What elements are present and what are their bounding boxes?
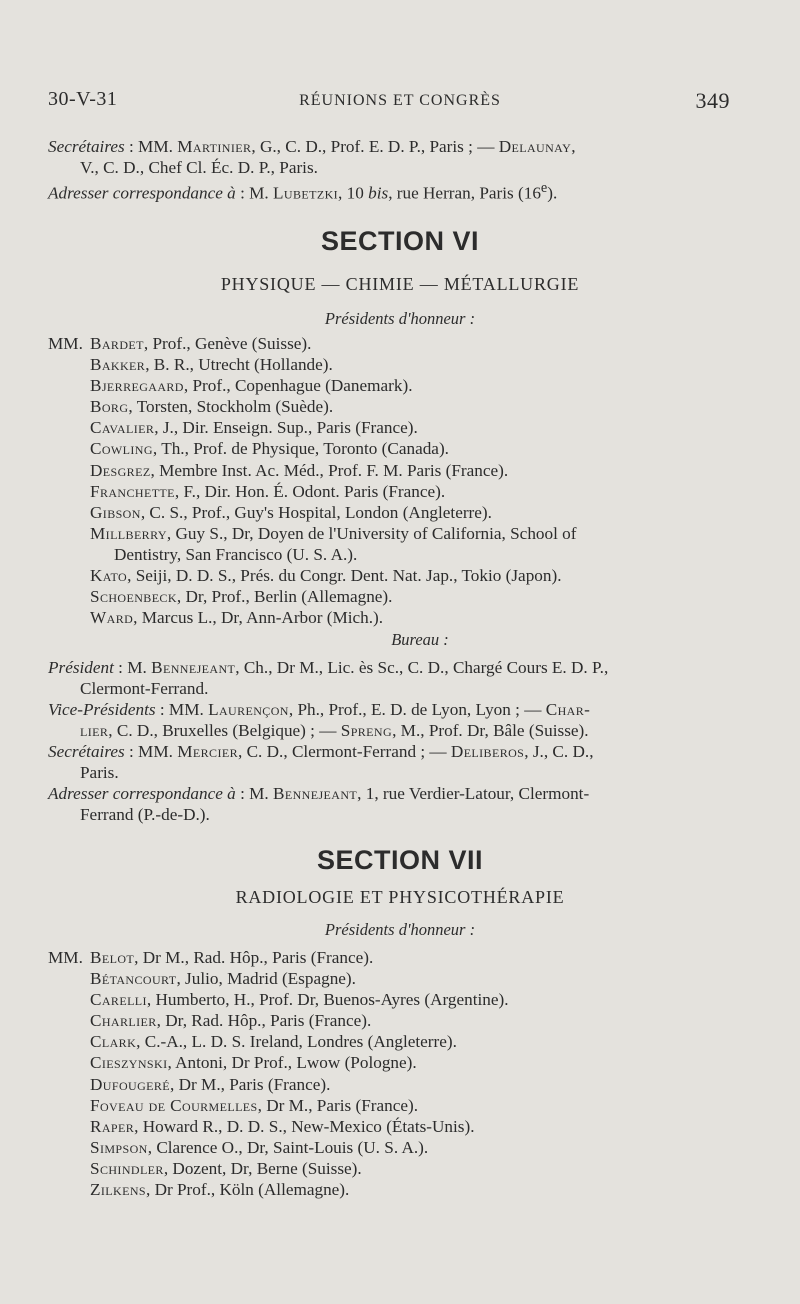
member-details: , Dr M., Rad. Hôp., Paris (France). <box>134 948 374 967</box>
section-7-members <box>48 947 748 1200</box>
member-details: , Dozent, Dr, Berne (Suisse). <box>163 1158 362 1178</box>
bureau-heading: Bureau : <box>391 630 449 649</box>
member-entry <box>48 375 748 396</box>
member-entry <box>48 1010 748 1031</box>
mm-prefix <box>48 460 90 481</box>
member-entry <box>48 481 748 502</box>
member-name: Bakker <box>90 355 146 375</box>
mm-prefix <box>48 1116 90 1137</box>
mm-prefix <box>48 1158 90 1179</box>
member-name: Clark <box>90 1032 137 1052</box>
member-entry <box>48 1074 748 1095</box>
member-details: , J., Dir. Enseign. Sup., Paris (France). <box>154 418 418 438</box>
member-details: , B. R., Utrecht (Hollande). <box>145 355 333 375</box>
section-6-members <box>48 333 748 628</box>
member-name: Bjerregaard <box>90 376 184 396</box>
section-6-title: SECTION VI <box>320 226 480 256</box>
mm-prefix <box>48 989 90 1010</box>
top-secretaires: Secrétaires : MM. Martinier, G., C. D., Prof. E. D. P., Paris ; — Delaunay, V., C. D., Chef Cl. Éc. D. P., Paris. <box>48 137 576 177</box>
member-entry <box>48 438 748 459</box>
member-details: , Clarence O., Dr, Saint-Louis (U. S. A.). <box>147 1137 429 1157</box>
member-entry <box>48 1179 748 1200</box>
member-entry <box>48 502 748 523</box>
member-entry <box>48 1137 748 1158</box>
mm-prefix <box>48 1031 90 1052</box>
mm-prefix <box>48 1010 90 1031</box>
member-name: Cieszynski <box>90 1053 168 1073</box>
mm-prefix <box>48 1052 90 1073</box>
member-entry <box>48 1116 748 1137</box>
section-7-title: SECTION VII <box>316 845 484 875</box>
bureau-president: Président : M. Bennejeant, Ch., Dr M., Lic. ès Sc., C. D., Chargé Cours E. D. P., Clermont-Ferrand. <box>48 658 609 698</box>
member-name: Simpson <box>90 1137 148 1157</box>
member-name: Franchette <box>90 481 175 501</box>
member-details: , F., Dir. Hon. É. Odont. Paris (France). <box>174 481 446 501</box>
section-6-presidents-heading: Présidents d'honneur : <box>324 309 476 328</box>
member-details: , C.-A., L. D. S. Ireland, Londres (Angleterre). <box>136 1032 457 1052</box>
member-name: Gibson <box>90 502 141 522</box>
member-name: Foveau de Courmelles <box>90 1095 258 1115</box>
mm-prefix <box>48 565 90 586</box>
member-entry <box>48 417 748 438</box>
mm-prefix <box>48 438 90 459</box>
mm-prefix <box>48 417 90 438</box>
member-entry <box>48 968 748 989</box>
member-entry <box>48 1052 748 1073</box>
mm-prefix: MM. <box>48 948 83 967</box>
member-entry <box>48 333 748 354</box>
header-date: 30-V-31 <box>48 88 118 110</box>
member-details: , Humberto, H., Prof. Dr, Buenos-Ayres (Argentine). <box>146 990 509 1010</box>
member-details: , Seiji, D. D. S., Prés. du Congr. Dent. Nat. Jap., Tokio (Japon). <box>127 566 562 586</box>
member-name: Schoenbeck <box>90 587 177 607</box>
member-entry <box>48 354 748 375</box>
member-entry <box>48 586 748 607</box>
member-details: , Dr M., Paris (France). <box>257 1095 418 1115</box>
member-name: Borg <box>90 397 129 417</box>
member-entry <box>48 1095 748 1116</box>
member-entry <box>48 1158 748 1179</box>
member-name: Kato <box>90 566 128 586</box>
member-details: , Th., Prof. de Physique, Toronto (Canada). <box>152 439 449 459</box>
mm-prefix <box>48 354 90 375</box>
member-name: Schindler <box>90 1158 164 1178</box>
mm-prefix <box>48 1095 90 1116</box>
top-adresser: Adresser correspondance à : M. Lubetzki, 10 bis, rue Herran, Paris (16e). <box>48 180 558 203</box>
mm-prefix <box>48 523 90 565</box>
page-number: 349 <box>695 88 730 113</box>
member-entry <box>48 1031 748 1052</box>
member-name: Bardet <box>90 334 144 353</box>
mm-prefix <box>48 1074 90 1095</box>
member-entry <box>48 565 748 586</box>
member-details: , Dr Prof., Köln (Allemagne). <box>145 1180 350 1200</box>
member-entry <box>48 947 748 968</box>
member-details: , Prof., Genève (Suisse). <box>143 334 312 353</box>
mm-prefix <box>48 396 90 417</box>
member-name: Dufougeré <box>90 1074 171 1094</box>
member-name: Cavalier <box>90 418 155 438</box>
member-details: , Dr, Rad. Hôp., Paris (France). <box>156 1011 372 1031</box>
member-name: Carelli <box>90 990 147 1010</box>
member-details-continued: Dentistry, San Francisco (U. S. A.). <box>114 544 358 564</box>
mm-prefix <box>48 481 90 502</box>
member-details: , Howard R., D. D. S., New-Mexico (États-Unis). <box>134 1116 475 1136</box>
member-entry <box>48 989 748 1010</box>
member-name: Cowling <box>90 439 153 459</box>
mm-prefix <box>48 968 90 989</box>
section-6-subtitle: PHYSIQUE — CHIMIE — MÉTALLURGIE <box>220 274 580 294</box>
member-entry <box>48 460 748 481</box>
member-name: Desgrez <box>90 460 151 480</box>
member-details: , Guy S., Dr, Doyen de l'University of California, School of <box>166 523 577 543</box>
bureau-adresser: Adresser correspondance à : M. Bennejeant, 1, rue Verdier-Latour, Clermont- Ferrand (P.-de-D.). <box>48 784 590 824</box>
member-details: , Julio, Madrid (Espagne). <box>176 969 356 989</box>
member-details: , Torsten, Stockholm (Suède). <box>128 397 334 417</box>
mm-prefix <box>48 1179 90 1200</box>
member-details: , Antoni, Dr Prof., Lwow (Pologne). <box>167 1053 417 1073</box>
mm-prefix: MM. <box>48 334 83 353</box>
member-details: , C. S., Prof., Guy's Hospital, London (Angleterre). <box>140 502 492 522</box>
member-name: Millberry <box>90 523 167 543</box>
mm-prefix <box>48 375 90 396</box>
member-name: Zilkens <box>90 1180 146 1200</box>
member-details: , Prof., Copenhague (Danemark). <box>183 376 413 396</box>
member-name: Raper <box>90 1116 135 1136</box>
section-7-subtitle: RADIOLOGIE ET PHYSICOTHÉRAPIE <box>235 887 565 907</box>
member-details: , Membre Inst. Ac. Méd., Prof. F. M. Paris (France). <box>150 460 509 480</box>
member-details: , Marcus L., Dr, Ann-Arbor (Mich.). <box>133 608 384 628</box>
member-entry <box>48 396 748 417</box>
member-name: Ward <box>90 608 134 628</box>
bureau-vice-presidents: Vice-Présidents : MM. Laurençon, Ph., Prof., E. D. de Lyon, Lyon ; — Char- lier, C. D., Bruxelles (Belgique) ; — Spreng, M., Prof. Dr, Bâle (Suisse). <box>48 700 591 740</box>
mm-prefix <box>48 502 90 523</box>
mm-prefix <box>48 607 90 628</box>
mm-prefix <box>48 586 90 607</box>
mm-prefix <box>48 1137 90 1158</box>
running-title: RÉUNIONS ET CONGRÈS <box>299 92 501 109</box>
section-7-presidents-heading: Présidents d'honneur : <box>324 920 476 939</box>
member-name: Bétancourt <box>90 969 177 989</box>
member-entry <box>48 523 748 565</box>
member-details: , Dr M., Paris (France). <box>170 1074 331 1094</box>
member-name: Belot <box>90 948 135 967</box>
member-entry <box>48 607 748 628</box>
bureau-secretaires: Secrétaires : MM. Mercier, C. D., Clermont-Ferrand ; — Deliberos, J., C. D., Paris. <box>48 742 594 782</box>
member-name: Charlier <box>90 1011 157 1031</box>
member-details: , Dr, Prof., Berlin (Allemagne). <box>176 587 393 607</box>
